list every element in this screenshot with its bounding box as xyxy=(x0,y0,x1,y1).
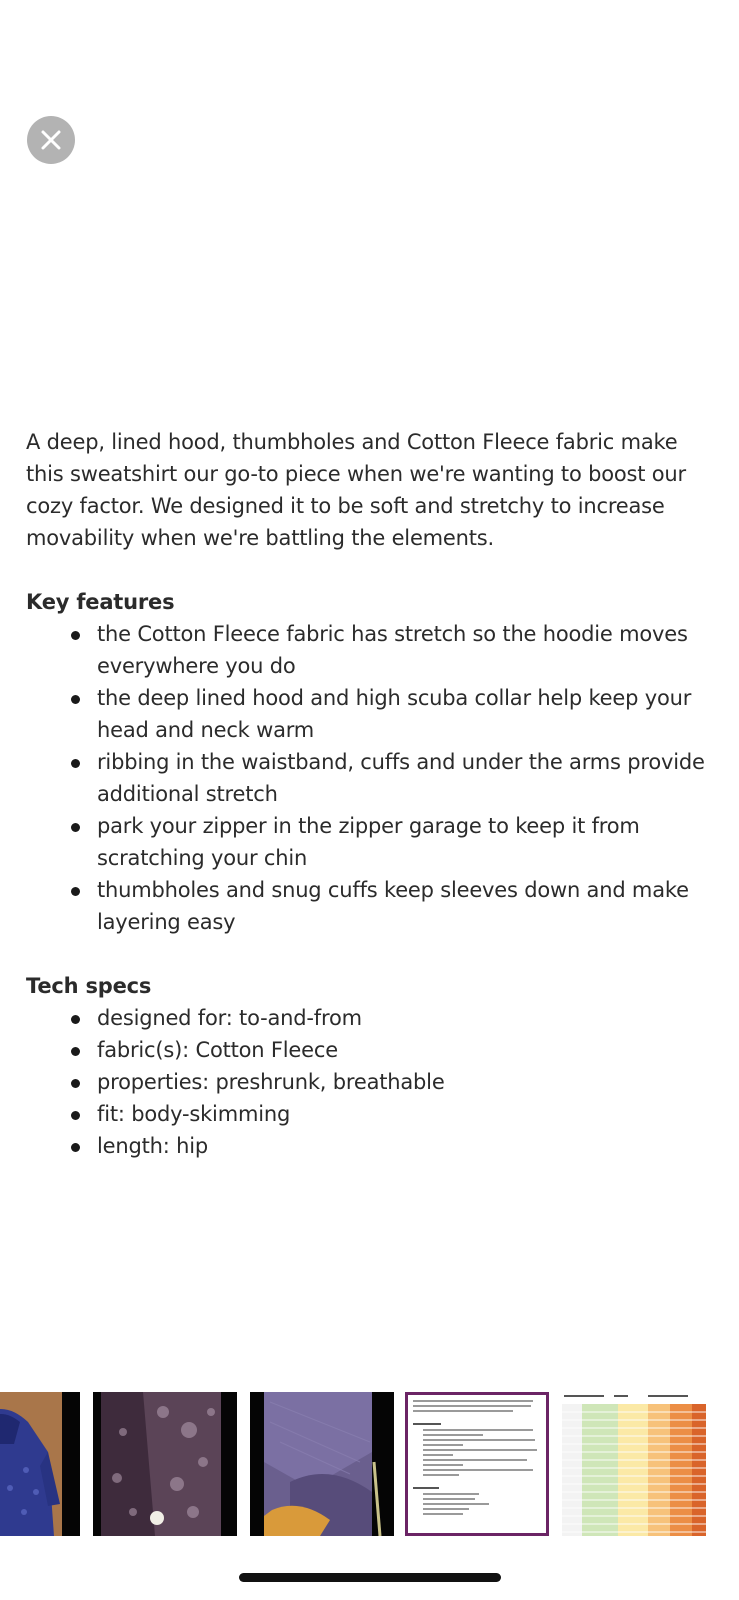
home-indicator[interactable] xyxy=(239,1573,501,1582)
thumbnail-product-description[interactable] xyxy=(405,1392,549,1536)
list-item: thumbholes and snug cuffs keep sleeves down and make layering easy xyxy=(71,874,716,938)
thumbnail-hoodie-front[interactable] xyxy=(0,1392,80,1536)
list-item: fit: body-skimming xyxy=(71,1098,716,1130)
thumbnail-strip[interactable] xyxy=(0,1392,739,1536)
product-details xyxy=(26,426,716,1162)
product-description: A deep, lined hood, thumbholes and Cotton Fleece fabric make this sweatshirt our go-to piece when we're wanting to boost our cozy factor. We designed it to be soft and stretchy to increase movability when we're battling the elements. xyxy=(26,430,686,550)
list-item: length: hip xyxy=(71,1130,716,1162)
list-item: ribbing in the waistband, cuffs and under the arms provide additional stretch xyxy=(71,746,716,810)
thumbnail-price-table[interactable] xyxy=(562,1392,706,1536)
close-button[interactable] xyxy=(27,116,75,164)
tech-specs-list xyxy=(26,1002,716,1162)
list-item: park your zipper in the zipper garage to keep it from scratching your chin xyxy=(71,810,716,874)
list-item: the Cotton Fleece fabric has stretch so the hoodie moves everywhere you do xyxy=(71,618,716,682)
tech-specs-title: Tech specs xyxy=(26,974,152,998)
list-item: properties: preshrunk, breathable xyxy=(71,1066,716,1098)
thumbnail-fabric-pattern[interactable] xyxy=(93,1392,237,1536)
close-icon xyxy=(40,129,62,151)
key-features-list xyxy=(26,618,716,938)
list-item: designed for: to-and-from xyxy=(71,1002,716,1034)
list-item: fabric(s): Cotton Fleece xyxy=(71,1034,716,1066)
list-item: the deep lined hood and high scuba collar help keep your head and neck warm xyxy=(71,682,716,746)
thumbnail-cuff-detail[interactable] xyxy=(250,1392,394,1536)
key-features-title: Key features xyxy=(26,590,175,614)
